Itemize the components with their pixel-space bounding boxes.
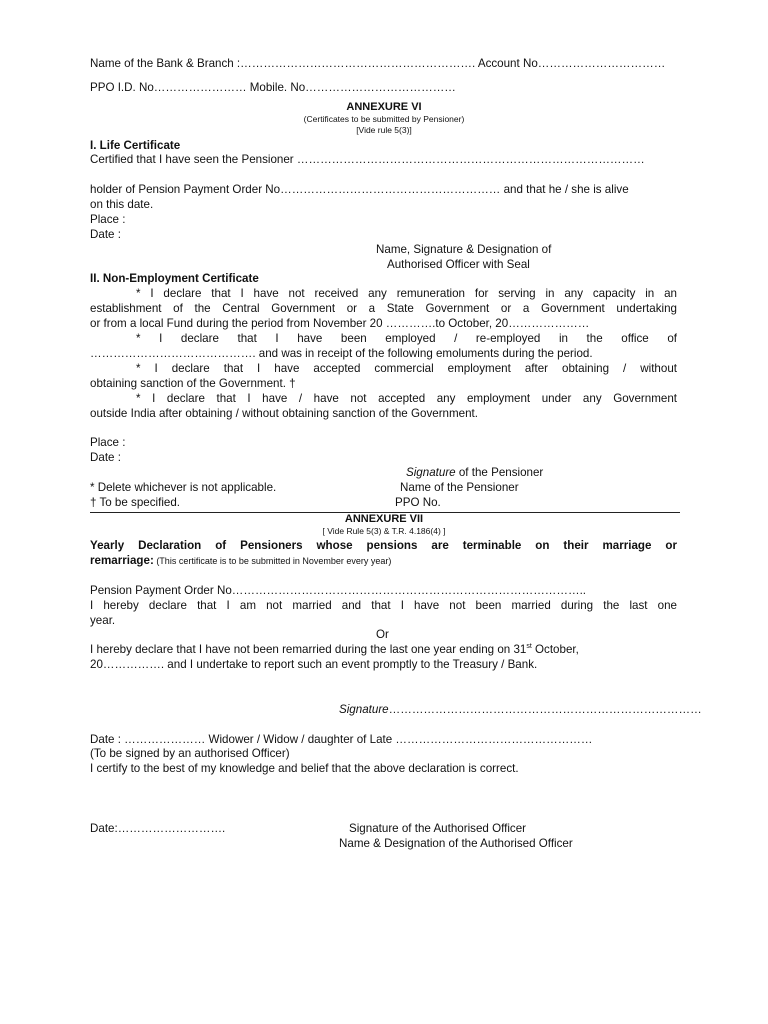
final-date-line: Date:………………………. bbox=[90, 822, 226, 835]
declaration-1-line-1: * I declare that I have not received any remuneration for serving in any capacity in an bbox=[136, 287, 677, 300]
life-cert-line-3: on this date. bbox=[90, 198, 154, 211]
bank-branch-line: Name of the Bank & Branch :……………………………………………………. Account No…………………………… bbox=[90, 57, 666, 70]
place-label-1: Place : bbox=[90, 213, 126, 226]
place-label-2: Place : bbox=[90, 436, 126, 449]
yearly-declaration-heading-2: remarriage: (This certificate is to be submitted in November every year) bbox=[90, 554, 392, 567]
yearly-declaration-heading: Yearly Declaration of Pensioners whose pensions are terminable on their marriage or bbox=[90, 539, 677, 552]
declaration-1-line-3: or from a local Fund during the period from November 20 ………….to October, 20………………… bbox=[90, 317, 590, 330]
pensioner-name-label: Name of the Pensioner bbox=[400, 481, 519, 494]
declaration-3-line-1: * I declare that I have accepted commercial employment after obtaining / without bbox=[136, 362, 677, 375]
widow-date-line: Date : ………………… Widower / Widow / daughter of Late …………………………………………… bbox=[90, 733, 593, 746]
life-certificate-heading: I. Life Certificate bbox=[90, 139, 181, 152]
not-remarried-declaration-1: I hereby declare that I have not been remarried during the last one year ending on 31st October, bbox=[90, 643, 579, 656]
declaration-4-line-1: * I declare that I have / have not accepted any employment under any Government bbox=[136, 392, 677, 405]
ppo-no-label: PPO No. bbox=[395, 496, 441, 509]
or-label: Or bbox=[376, 628, 389, 641]
delete-note: * Delete whichever is not applicable. bbox=[90, 481, 277, 494]
not-remarried-declaration-2: 20……………. and I undertake to report such an event promptly to the Treasury / Bank. bbox=[90, 658, 538, 671]
life-cert-line-2: holder of Pension Payment Order No………………………………………………… and that he / she is alive bbox=[90, 183, 629, 196]
annexure-vi-subtitle: (Certificates to be submitted by Pensioner) bbox=[303, 114, 465, 124]
pensioner-signature-label: Signature of the Pensioner bbox=[406, 466, 544, 479]
declaration-4-line-2: outside India after obtaining / without obtaining sanction of the Government. bbox=[90, 407, 478, 420]
officer-seal-label: Authorised Officer with Seal bbox=[387, 258, 530, 271]
declaration-3-line-2: obtaining sanction of the Government. † bbox=[90, 377, 296, 390]
specified-note: † To be specified. bbox=[90, 496, 181, 509]
declaration-1-line-2: establishment of the Central Government or a State Government or a Government undertaking bbox=[90, 302, 677, 315]
not-married-declaration-1: I hereby declare that I am not married and that I have not been married during the last one bbox=[90, 599, 677, 612]
annexure-vi-title: ANNEXURE VI bbox=[346, 101, 422, 113]
authorised-officer-signature: Signature of the Authorised Officer bbox=[349, 822, 527, 835]
authorised-officer-note: (To be signed by an authorised Officer) bbox=[90, 747, 290, 760]
annexure-vi-rule: [Vide rule 5(3)] bbox=[356, 125, 412, 135]
annexure-vii-title: ANNEXURE VII bbox=[344, 513, 424, 525]
officer-signature-label: Name, Signature & Designation of bbox=[376, 243, 552, 256]
declaration-2-line-1: * I declare that I have been employed / re-employed in the office of bbox=[136, 332, 677, 345]
date-label-2: Date : bbox=[90, 451, 121, 464]
ppo-mobile-line: PPO I.D. No…………………… Mobile. No………………………………… bbox=[90, 81, 456, 94]
certify-statement: I certify to the best of my knowledge and belief that the above declaration is correct. bbox=[90, 762, 519, 775]
life-cert-line-1: Certified that I have seen the Pensioner ……………………………………………………………………………… bbox=[90, 153, 645, 166]
pension-payment-order-line: Pension Payment Order No……………………………………………………………………………….. bbox=[90, 584, 587, 597]
annexure-vii-rule: [ Vide Rule 5(3) & T.R. 4.186(4) ] bbox=[322, 526, 446, 536]
date-label-1: Date : bbox=[90, 228, 121, 241]
declaration-2-line-2: ……………………………………. and was in receipt of the following emoluments during the period. bbox=[90, 347, 593, 360]
not-married-declaration-2: year. bbox=[90, 614, 116, 627]
declarant-signature-line: Signature……………………………………………………………………… bbox=[339, 703, 702, 716]
authorised-officer-designation: Name & Designation of the Authorised Officer bbox=[339, 837, 573, 850]
non-employment-heading: II. Non-Employment Certificate bbox=[90, 272, 259, 285]
